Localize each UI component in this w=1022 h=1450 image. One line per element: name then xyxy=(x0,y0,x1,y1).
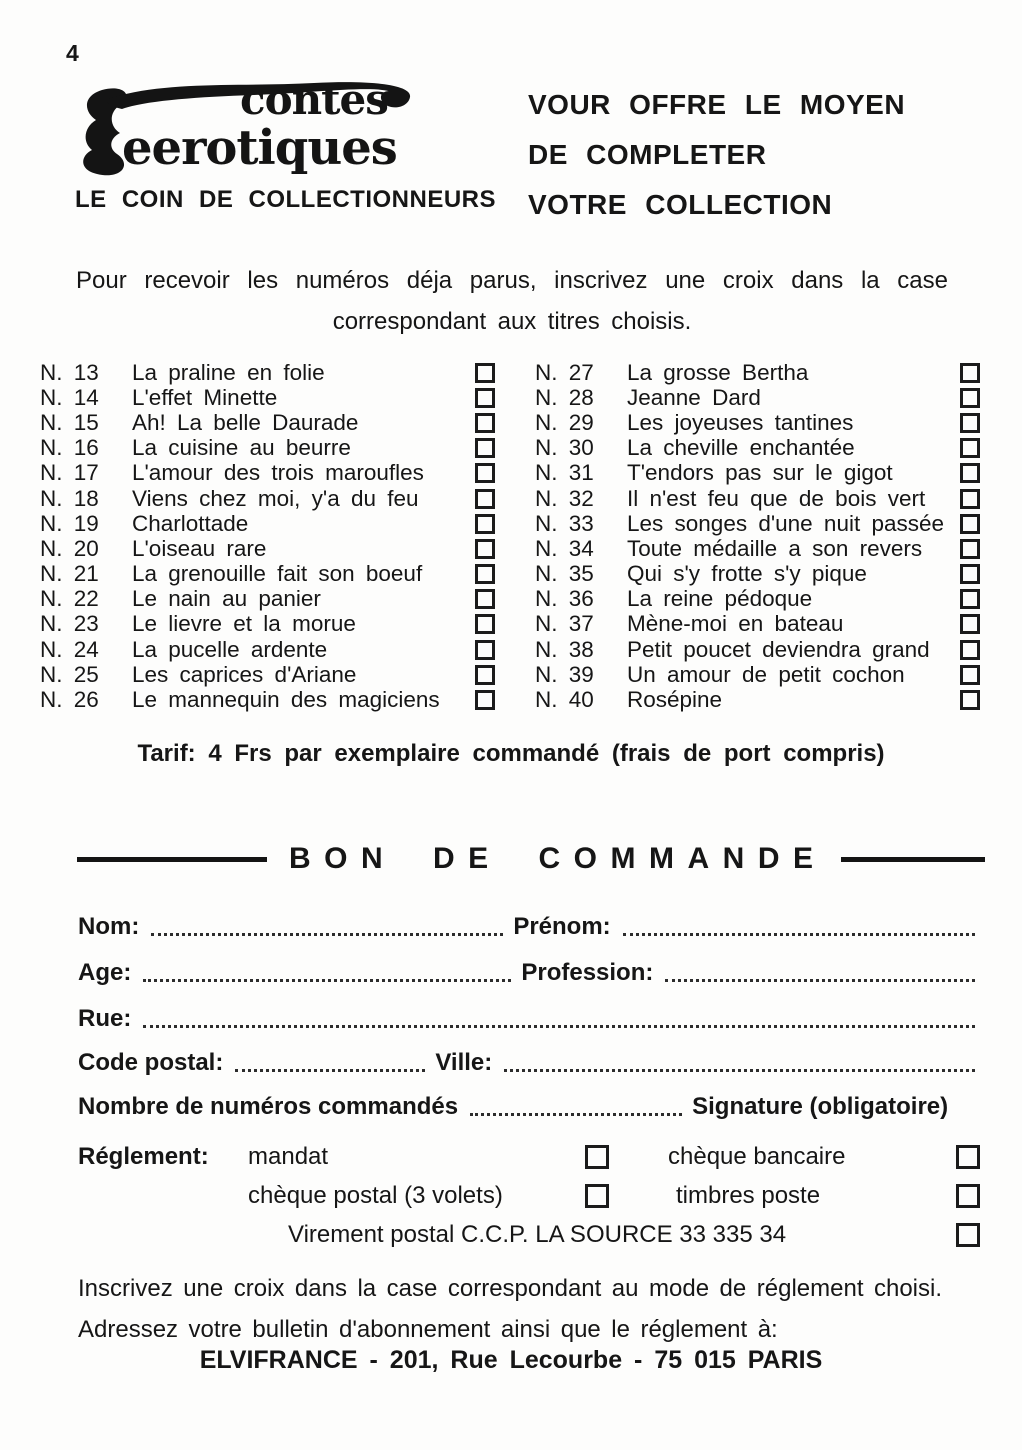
issue-checkbox[interactable] xyxy=(475,388,495,408)
issue-number: N. 37 xyxy=(535,611,594,637)
issue-title: Jeanne Dard xyxy=(627,384,761,410)
issue-checkbox[interactable] xyxy=(960,690,980,710)
issue-checkbox[interactable] xyxy=(475,463,495,483)
checklist-row xyxy=(535,662,980,687)
virement-label: Virement postal C.C.P. LA SOURCE 33 335 34 xyxy=(288,1221,787,1248)
payment-instructions xyxy=(78,1268,988,1350)
issue-number: N. 23 xyxy=(40,611,99,637)
heading-rule-left xyxy=(77,857,267,862)
order-form-title: BON DE COMMANDE xyxy=(289,842,827,875)
issue-checkbox[interactable] xyxy=(475,539,495,559)
issue-title: T'endors pas sur le gigot xyxy=(627,460,893,486)
issue-title: L'oiseau rare xyxy=(132,535,267,561)
offer-line-2: DE COMPLETER xyxy=(528,139,767,170)
issue-number: N. 21 xyxy=(40,561,99,587)
checklist-row xyxy=(40,562,495,587)
issue-checkbox[interactable] xyxy=(475,489,495,509)
code-postal-input-line[interactable] xyxy=(235,1068,425,1072)
issue-number: N. 26 xyxy=(40,687,99,713)
issue-checkbox[interactable] xyxy=(960,564,980,584)
signature-label: Signature (obligatoire) xyxy=(692,1093,949,1120)
form-row-quantity xyxy=(78,1090,985,1122)
issue-title: La cuisine au beurre xyxy=(132,435,351,461)
issue-number: N. 27 xyxy=(535,359,594,385)
publisher-address: ELVIFRANCE - 201, Rue Lecourbe - 75 015 PARIS xyxy=(199,1346,823,1374)
checklist-row xyxy=(40,637,495,662)
offer-line-3: VOTRE COLLECTION xyxy=(528,189,833,220)
issue-checkbox[interactable] xyxy=(475,363,495,383)
code-postal-label: Code postal: xyxy=(78,1049,224,1076)
issue-number: N. 17 xyxy=(40,460,99,486)
issue-number: N. 35 xyxy=(535,561,594,587)
order-form-heading xyxy=(77,842,985,876)
mandat-label: mandat xyxy=(248,1143,329,1170)
issue-number: N. 32 xyxy=(535,485,594,511)
issue-number: N. 31 xyxy=(535,460,594,486)
logo-word-contes: contes xyxy=(240,75,388,124)
issue-title: Les joyeuses tantines xyxy=(627,409,854,435)
payment-instructions-line-1: Inscrivez une croix dans la case correspondant au mode de réglement choisi. xyxy=(78,1275,943,1302)
timbres-poste-checkbox[interactable] xyxy=(956,1184,980,1208)
issue-number: N. 22 xyxy=(40,586,99,612)
cheque-bancaire-checkbox[interactable] xyxy=(956,1145,980,1169)
issue-title: Le nain au panier xyxy=(132,586,321,612)
issue-checkbox[interactable] xyxy=(960,413,980,433)
prenom-input-line[interactable] xyxy=(623,932,975,936)
cheque-bancaire-label: chèque bancaire xyxy=(668,1143,846,1170)
profession-label: Profession: xyxy=(521,959,654,986)
issue-checkbox[interactable] xyxy=(960,589,980,609)
checklist-row xyxy=(535,410,980,435)
issue-number: N. 24 xyxy=(40,636,99,662)
cheque-postal-checkbox[interactable] xyxy=(585,1184,609,1208)
issue-title: Le mannequin des magiciens xyxy=(132,687,440,713)
reglement-label: Réglement: xyxy=(78,1143,209,1170)
rue-input-line[interactable] xyxy=(143,1024,975,1028)
offer-headline xyxy=(528,80,968,230)
issue-checkbox[interactable] xyxy=(475,514,495,534)
issue-number: N. 40 xyxy=(535,687,594,713)
form-row-city xyxy=(78,1046,985,1078)
checklist-row xyxy=(535,587,980,612)
issue-checkbox[interactable] xyxy=(960,539,980,559)
issue-number: N. 13 xyxy=(40,359,99,385)
age-input-line[interactable] xyxy=(143,978,511,982)
checklist-row xyxy=(40,461,495,486)
brand-logo xyxy=(72,74,440,178)
checklist-row xyxy=(40,587,495,612)
checklist-row xyxy=(40,436,495,461)
ville-label: Ville: xyxy=(435,1049,493,1076)
form-row-street xyxy=(78,1002,985,1034)
issue-checkbox[interactable] xyxy=(960,388,980,408)
payment-row-3 xyxy=(0,1221,1022,1251)
issue-checkbox[interactable] xyxy=(960,463,980,483)
issue-checkbox[interactable] xyxy=(960,363,980,383)
issue-title: L'amour des trois maroufles xyxy=(132,460,424,486)
issue-title: La praline en folie xyxy=(132,359,325,385)
issue-title: Il n'est feu que de bois vert xyxy=(627,485,926,511)
issue-checkbox[interactable] xyxy=(475,614,495,634)
age-label: Age: xyxy=(78,959,132,986)
checklist-row xyxy=(40,486,495,511)
issue-checkbox[interactable] xyxy=(960,514,980,534)
issue-checkbox[interactable] xyxy=(475,589,495,609)
issue-title: L'effet Minette xyxy=(132,384,278,410)
issue-title: Qui s'y frotte s'y pique xyxy=(627,561,867,587)
issue-title: La grosse Bertha xyxy=(627,359,809,385)
issue-checkbox[interactable] xyxy=(960,489,980,509)
issue-checkbox[interactable] xyxy=(475,438,495,458)
issue-checkbox[interactable] xyxy=(475,690,495,710)
issue-title: La grenouille fait son boeuf xyxy=(132,561,423,587)
checklist-row xyxy=(40,360,495,385)
issue-checkbox[interactable] xyxy=(475,564,495,584)
payment-row-1 xyxy=(0,1143,1022,1173)
issue-title: Mène-moi en bateau xyxy=(627,611,844,637)
issue-title: La reine pédoque xyxy=(627,586,813,612)
checklist-row xyxy=(40,536,495,561)
issue-title: Le lievre et la morue xyxy=(132,611,356,637)
page-number: 4 xyxy=(66,40,79,66)
issue-checkbox[interactable] xyxy=(475,413,495,433)
heading-rule-right xyxy=(841,857,986,862)
issue-title: Ah! La belle Daurade xyxy=(132,409,359,435)
nombre-input-line[interactable] xyxy=(470,1112,682,1116)
virement-checkbox[interactable] xyxy=(956,1223,980,1247)
issue-title: Un amour de petit cochon xyxy=(627,661,905,687)
instructions-paragraph: Pour recevoir les numéros déja parus, inscrivez une croix dans la case correspondant aux titres choisis. xyxy=(76,267,948,335)
checklist-row xyxy=(535,511,980,536)
issue-number: N. 14 xyxy=(40,384,99,410)
issue-number: N. 25 xyxy=(40,661,99,687)
checklist-row xyxy=(535,360,980,385)
form-row-age xyxy=(78,956,985,988)
payment-row-2 xyxy=(0,1182,1022,1212)
issue-checkbox[interactable] xyxy=(960,438,980,458)
price-notice: Tarif: 4 Frs par exemplaire commandé (frais de port compris) xyxy=(137,740,885,767)
issue-number: N. 36 xyxy=(535,586,594,612)
issue-title: Viens chez moi, y'a du feu xyxy=(132,485,419,511)
issue-title: Rosépine xyxy=(627,687,723,713)
issue-checkbox[interactable] xyxy=(475,640,495,660)
issue-checkbox[interactable] xyxy=(960,614,980,634)
checklist-row xyxy=(40,687,495,712)
checklist-row xyxy=(535,385,980,410)
issue-number: N. 34 xyxy=(535,535,594,561)
checklist-row xyxy=(40,612,495,637)
cheque-postal-label: chèque postal (3 volets) xyxy=(248,1182,503,1209)
checklist-row xyxy=(535,562,980,587)
checklist-column-left xyxy=(40,360,495,713)
offer-line-1: VOUR OFFRE LE MOYEN xyxy=(528,89,906,120)
issue-title: Petit poucet deviendra grand xyxy=(627,636,930,662)
issue-title: Toute médaille a son revers xyxy=(627,535,923,561)
checklist-row xyxy=(535,436,980,461)
ville-input-line[interactable] xyxy=(504,1068,975,1072)
issue-checkbox[interactable] xyxy=(960,640,980,660)
issue-number: N. 15 xyxy=(40,409,99,435)
mandat-checkbox[interactable] xyxy=(585,1145,609,1169)
issue-number: N. 20 xyxy=(40,535,99,561)
issue-title: La cheville enchantée xyxy=(627,435,855,461)
issue-title: Les caprices d'Ariane xyxy=(132,661,357,687)
checklist-row xyxy=(40,511,495,536)
issue-number: N. 16 xyxy=(40,435,99,461)
logo-word-eerotiques: eerotiques xyxy=(122,120,397,176)
issue-number: N. 19 xyxy=(40,510,99,536)
form-row-name xyxy=(78,910,985,942)
profession-input-line[interactable] xyxy=(665,978,975,982)
checklist-column-right xyxy=(535,360,980,713)
nom-input-line[interactable] xyxy=(151,932,503,936)
checklist-row xyxy=(40,662,495,687)
issue-number: N. 29 xyxy=(535,409,594,435)
nombre-label: Nombre de numéros commandés xyxy=(78,1093,459,1120)
issue-number: N. 28 xyxy=(535,384,594,410)
issue-checkbox[interactable] xyxy=(960,665,980,685)
issue-number: N. 30 xyxy=(535,435,594,461)
checklist-row xyxy=(40,410,495,435)
timbres-poste-label: timbres poste xyxy=(676,1182,821,1209)
checklist-row xyxy=(535,486,980,511)
checklist-row xyxy=(535,536,980,561)
nom-label: Nom: xyxy=(78,913,140,940)
rue-label: Rue: xyxy=(78,1005,132,1032)
issue-number: N. 39 xyxy=(535,661,594,687)
checklist-row xyxy=(535,461,980,486)
collectors-corner-heading: LE COIN DE COLLECTIONNEURS xyxy=(75,186,497,213)
issue-number: N. 38 xyxy=(535,636,594,662)
checklist-row xyxy=(40,385,495,410)
checklist-row xyxy=(535,687,980,712)
payment-instructions-line-2: Adressez votre bulletin d'abonnement ainsi que le réglement à: xyxy=(78,1316,778,1343)
issue-number: N. 33 xyxy=(535,510,594,536)
issue-number: N. 18 xyxy=(40,485,99,511)
issue-title: Les songes d'une nuit passée xyxy=(627,510,945,536)
prenom-label: Prénom: xyxy=(513,913,611,940)
checklist-row xyxy=(535,637,980,662)
issue-title: Charlottade xyxy=(132,510,249,536)
issue-title: La pucelle ardente xyxy=(132,636,328,662)
checklist-row xyxy=(535,612,980,637)
issue-checkbox[interactable] xyxy=(475,665,495,685)
